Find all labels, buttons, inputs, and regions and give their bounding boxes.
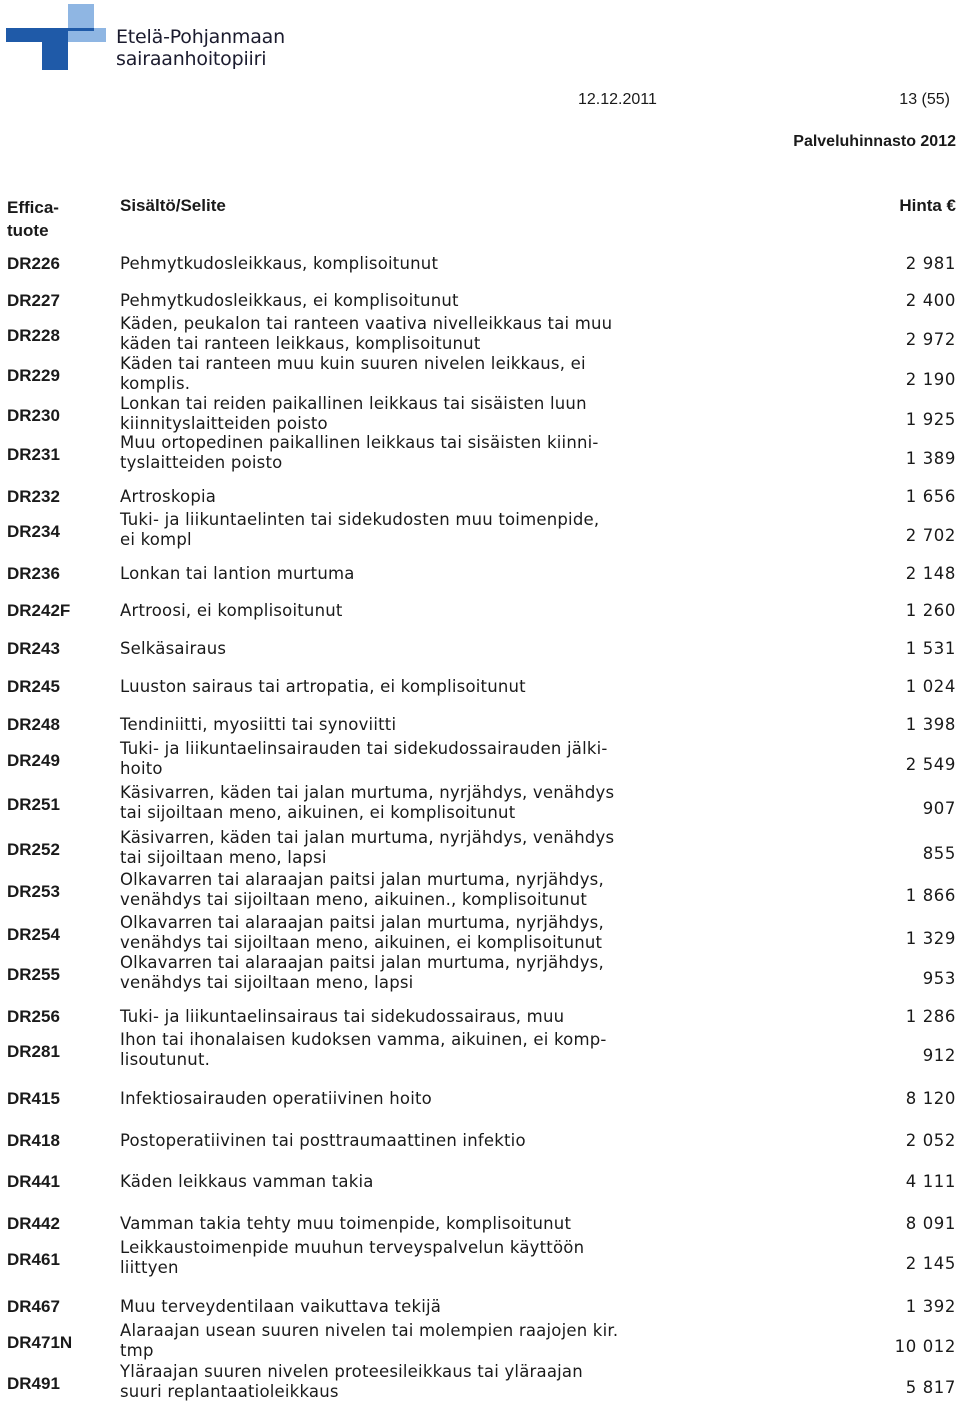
product-description xyxy=(120,739,690,778)
product-description-line: Muu ortopedinen paikallinen leikkaus tai sisäisten kiinni- xyxy=(120,433,599,452)
organization-name xyxy=(116,26,285,70)
product-description-line: Tendiniitti, myosiitti tai synoviitti xyxy=(120,715,397,734)
product-description xyxy=(120,394,690,433)
product-description-line: Ihon tai ihonalaisen kudoksen vamma, aikuinen, ei komp- xyxy=(120,1030,607,1049)
product-description-line: lisoutunut. xyxy=(120,1049,211,1069)
product-code: DR281 xyxy=(7,1042,60,1061)
product-price: 1 286 xyxy=(905,1007,956,1026)
product-code: DR230 xyxy=(7,406,60,425)
table-row xyxy=(0,1089,960,1109)
product-description-line: Käden leikkaus vamman takia xyxy=(120,1172,374,1191)
product-description xyxy=(120,601,690,621)
product-description-line: komplis. xyxy=(120,373,191,393)
product-description xyxy=(120,291,690,311)
table-row xyxy=(0,1297,960,1317)
product-price: 5 817 xyxy=(905,1378,956,1397)
table-row xyxy=(0,1007,960,1027)
product-description xyxy=(120,314,690,353)
product-price: 4 111 xyxy=(905,1172,956,1191)
table-row xyxy=(0,254,960,274)
product-description-line: käden tai ranteen leikkaus, komplisoitunut xyxy=(120,333,481,353)
table-row xyxy=(0,1131,960,1151)
page-number: 13 (55) xyxy=(899,91,950,108)
document-title: Palveluhinnasto 2012 xyxy=(793,133,956,150)
product-code: DR254 xyxy=(7,925,60,944)
product-code: DR243 xyxy=(7,639,60,658)
product-code: DR461 xyxy=(7,1250,60,1269)
product-code: DR248 xyxy=(7,715,60,734)
product-code: DR231 xyxy=(7,445,60,464)
product-description-line: Pehmytkudosleikkaus, komplisoitunut xyxy=(120,254,439,273)
product-description-line: ei kompl xyxy=(120,529,192,549)
product-code: DR249 xyxy=(7,751,60,770)
product-code: DR245 xyxy=(7,677,60,696)
product-description-line: Vamman takia tehty muu toimenpide, komplisoitunut xyxy=(120,1214,572,1233)
product-description-line: Tuki- ja liikuntaelinten tai sidekudosten muu toimenpide, xyxy=(120,510,600,529)
product-description-line: tyslaitteiden poisto xyxy=(120,452,283,472)
table-row xyxy=(0,1362,960,1402)
table-row xyxy=(0,564,960,584)
product-description-line: liittyen xyxy=(120,1257,179,1277)
product-description xyxy=(120,1297,690,1317)
product-description xyxy=(120,433,690,472)
product-description-line: Käsivarren, käden tai jalan murtuma, nyrjähdys, venähdys xyxy=(120,828,615,847)
product-description-line: Selkäsairaus xyxy=(120,639,227,658)
product-description-line: Artroskopia xyxy=(120,487,217,506)
product-price: 1 398 xyxy=(905,715,956,734)
product-code: DR253 xyxy=(7,882,60,901)
product-price: 2 190 xyxy=(905,370,956,389)
table-row xyxy=(0,953,960,993)
product-description-line: Olkavarren tai alaraajan paitsi jalan murtuma, nyrjähdys, xyxy=(120,870,604,889)
product-price: 1 329 xyxy=(905,929,956,948)
product-description xyxy=(120,1131,690,1151)
organization-name-line2: sairaanhoitopiiri xyxy=(116,48,267,70)
product-code: DR226 xyxy=(7,254,60,273)
product-code: DR234 xyxy=(7,522,60,541)
product-code: DR467 xyxy=(7,1297,60,1316)
table-row xyxy=(0,1238,960,1278)
product-description-line: Lonkan tai lantion murtuma xyxy=(120,564,355,583)
product-price: 912 xyxy=(922,1046,956,1065)
table-row xyxy=(0,291,960,311)
product-description xyxy=(120,913,690,952)
product-description-line: Olkavarren tai alaraajan paitsi jalan murtuma, nyrjähdys, xyxy=(120,953,604,972)
product-description-line: suuri replantaatioleikkaus xyxy=(120,1381,339,1401)
column-header-description: Sisältö/Selite xyxy=(120,196,226,215)
product-description-line: tmp xyxy=(120,1340,154,1360)
table-row xyxy=(0,870,960,910)
product-code: DR255 xyxy=(7,965,60,984)
product-price: 1 866 xyxy=(905,886,956,905)
product-description xyxy=(120,564,690,584)
product-code: DR232 xyxy=(7,487,60,506)
product-code: DR442 xyxy=(7,1214,60,1233)
table-row xyxy=(0,314,960,354)
product-description-line: Olkavarren tai alaraajan paitsi jalan murtuma, nyrjähdys, xyxy=(120,913,604,932)
table-row xyxy=(0,639,960,659)
table-row xyxy=(0,433,960,473)
product-code: DR471N xyxy=(7,1333,73,1352)
product-description xyxy=(120,1030,690,1069)
table-row xyxy=(0,1214,960,1234)
column-header-price: Hinta € xyxy=(899,196,956,215)
product-description-line: Muu terveydentilaan vaikuttava tekijä xyxy=(120,1297,442,1316)
product-description-line: Leikkaustoimenpide muuhun terveyspalvelun käyttöön xyxy=(120,1238,585,1257)
product-price: 2 400 xyxy=(905,291,956,310)
table-row xyxy=(0,828,960,868)
product-description xyxy=(120,828,690,867)
table-row xyxy=(0,1321,960,1361)
product-description xyxy=(120,1362,690,1401)
product-description-line: venähdys tai sijoiltaan meno, aikuinen., komplisoitunut xyxy=(120,889,588,909)
table-row xyxy=(0,354,960,394)
product-description xyxy=(120,1172,690,1192)
product-description xyxy=(120,783,690,822)
product-price: 2 981 xyxy=(905,254,956,273)
product-description-line: Lonkan tai reiden paikallinen leikkaus tai sisäisten luun xyxy=(120,394,587,413)
product-price: 10 012 xyxy=(894,1337,956,1356)
product-description xyxy=(120,639,690,659)
product-description xyxy=(120,1321,690,1360)
product-description xyxy=(120,1007,690,1027)
product-code: DR415 xyxy=(7,1089,60,1108)
column-header-code xyxy=(7,196,87,242)
product-code: DR251 xyxy=(7,795,60,814)
product-code: DR229 xyxy=(7,366,60,385)
table-row xyxy=(0,487,960,507)
product-price: 2 702 xyxy=(905,526,956,545)
product-price: 2 549 xyxy=(905,755,956,774)
table-row xyxy=(0,677,960,697)
product-price: 8 120 xyxy=(905,1089,956,1108)
product-price: 953 xyxy=(922,969,956,988)
product-description-line: hoito xyxy=(120,758,163,778)
product-description xyxy=(120,715,690,735)
table-row xyxy=(0,715,960,735)
product-description xyxy=(120,487,690,507)
product-description-line: kiinnityslaitteiden poisto xyxy=(120,413,328,433)
product-description-line: Käden, peukalon tai ranteen vaativa nivelleikkaus tai muu xyxy=(120,314,613,333)
column-header-code-line2: tuote xyxy=(7,221,49,240)
product-description xyxy=(120,1089,690,1109)
table-row xyxy=(0,601,960,621)
product-code: DR228 xyxy=(7,326,60,345)
product-description xyxy=(120,953,690,992)
product-description-line: tai sijoiltaan meno, lapsi xyxy=(120,847,327,867)
product-description-line: Postoperatiivinen tai posttraumaattinen infektio xyxy=(120,1131,526,1150)
product-description-line: Käden tai ranteen muu kuin suuren nivelen leikkaus, ei xyxy=(120,354,586,373)
organization-logo xyxy=(6,4,326,70)
product-price: 2 148 xyxy=(905,564,956,583)
table-row xyxy=(0,1030,960,1070)
product-description xyxy=(120,677,690,697)
product-description-line: Artroosi, ei komplisoitunut xyxy=(120,601,343,620)
product-description xyxy=(120,870,690,909)
product-description-line: tai sijoiltaan meno, aikuinen, ei komplisoitunut xyxy=(120,802,516,822)
product-price: 1 260 xyxy=(905,601,956,620)
product-description-line: Yläraajan suuren nivelen proteesileikkaus tai yläraajan xyxy=(120,1362,583,1381)
table-row xyxy=(0,783,960,823)
table-row xyxy=(0,1172,960,1192)
product-price: 1 392 xyxy=(905,1297,956,1316)
product-description-line: Luuston sairaus tai artropatia, ei komplisoitunut xyxy=(120,677,526,696)
product-description-line: Käsivarren, käden tai jalan murtuma, nyrjähdys, venähdys xyxy=(120,783,615,802)
organization-name-line1: Etelä-Pohjanmaan xyxy=(116,26,285,48)
product-code: DR256 xyxy=(7,1007,60,1026)
product-description-line: Infektiosairauden operatiivinen hoito xyxy=(120,1089,432,1108)
product-description-line: Alaraajan usean suuren nivelen tai molempien raajojen kir. xyxy=(120,1321,619,1340)
product-price: 1 925 xyxy=(905,410,956,429)
product-price: 1 024 xyxy=(905,677,956,696)
product-price: 1 531 xyxy=(905,639,956,658)
product-code: DR418 xyxy=(7,1131,60,1150)
product-code: DR491 xyxy=(7,1374,60,1393)
table-row xyxy=(0,394,960,434)
product-code: DR441 xyxy=(7,1172,60,1191)
product-code: DR242F xyxy=(7,601,71,620)
product-price: 1 389 xyxy=(905,449,956,468)
document-date: 12.12.2011 xyxy=(578,91,657,108)
product-code: DR236 xyxy=(7,564,60,583)
product-price: 8 091 xyxy=(905,1214,956,1233)
product-description-line: Pehmytkudosleikkaus, ei komplisoitunut xyxy=(120,291,459,310)
product-description xyxy=(120,1214,690,1234)
cross-logo-icon xyxy=(6,4,106,70)
product-description xyxy=(120,510,690,549)
product-description-line: venähdys tai sijoiltaan meno, lapsi xyxy=(120,972,414,992)
product-description xyxy=(120,1238,690,1277)
product-price: 855 xyxy=(922,844,956,863)
product-code: DR252 xyxy=(7,840,60,859)
product-description xyxy=(120,354,690,393)
product-price: 2 145 xyxy=(905,1254,956,1273)
table-row xyxy=(0,913,960,953)
product-description-line: Tuki- ja liikuntaelinsairauden tai sidekudossairauden jälki- xyxy=(120,739,608,758)
product-price: 2 052 xyxy=(905,1131,956,1150)
product-description-line: Tuki- ja liikuntaelinsairaus tai sidekudossairaus, muu xyxy=(120,1007,565,1026)
product-code: DR227 xyxy=(7,291,60,310)
product-price: 2 972 xyxy=(905,330,956,349)
product-description-line: venähdys tai sijoiltaan meno, aikuinen, ei komplisoitunut xyxy=(120,932,603,952)
table-row xyxy=(0,739,960,779)
product-price: 907 xyxy=(922,799,956,818)
column-header-code-line1: Effica- xyxy=(7,198,59,217)
table-row xyxy=(0,510,960,550)
product-price: 1 656 xyxy=(905,487,956,506)
product-description xyxy=(120,254,690,274)
